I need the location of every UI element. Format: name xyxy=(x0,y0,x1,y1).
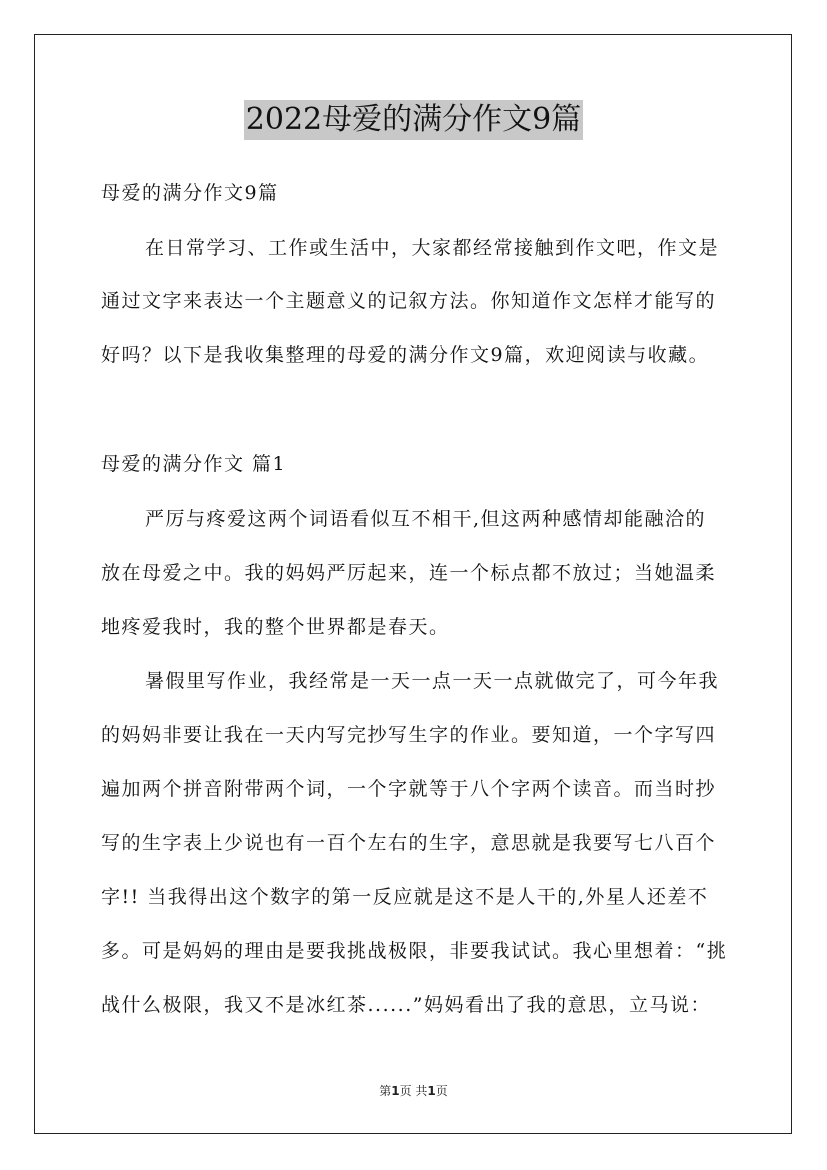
paragraph2-line-3: 遍加两个拼音附带两个词，一个字就等于八个字两个读音。而当时抄 xyxy=(101,778,717,800)
paragraph1-line-3: 地疼爱我时，我的整个世界都是春天。 xyxy=(101,616,450,638)
intro-line-2: 通过文字来表达一个主题意义的记叙方法。你知道作文怎样才能写的 xyxy=(101,290,717,312)
document-subtitle: 母爱的满分作文9篇 xyxy=(101,182,279,204)
paragraph1-line-2: 放在母爱之中。我的妈妈严厉起来，连一个标点都不放过；当她温柔 xyxy=(101,562,717,584)
footer-page-current: 1 xyxy=(391,1084,400,1098)
paragraph2-line-4: 写的生字表上少说也有一百个左右的生字，意思就是我要写七八百个 xyxy=(101,832,717,854)
footer-prefix: 第 xyxy=(379,1084,392,1098)
page-footer xyxy=(0,1082,827,1099)
footer-suffix: 页 xyxy=(435,1084,448,1098)
footer-mid: 页 共 xyxy=(399,1084,428,1098)
section-heading: 母爱的满分作文 篇1 xyxy=(101,453,287,475)
paragraph1-line-1: 严厉与疼爱这两个词语看似互不相干,但这两种感情却能融洽的 xyxy=(145,508,707,530)
paragraph2-line-2: 的妈妈非要让我在一天内写完抄写生字的作业。要知道，一个字写四 xyxy=(101,724,717,746)
paragraph2-line-7: 战什么极限，我又不是冰红茶......”妈妈看出了我的意思，立马说： xyxy=(101,994,711,1016)
document-title: 2022母爱的满分作文9篇 xyxy=(244,100,583,140)
paragraph2-line-5: 字!! 当我得出这个数字的第一反应就是这不是人干的,外星人还差不 xyxy=(101,886,709,908)
footer-page-total: 1 xyxy=(427,1084,436,1098)
intro-line-3: 好吗？以下是我收集整理的母爱的满分作文9篇，欢迎阅读与收藏。 xyxy=(101,344,710,366)
paragraph2-line-1: 暑假里写作业，我经常是一天一点一天一点就做完了，可今年我 xyxy=(145,670,720,692)
paragraph2-line-6: 多。可是妈妈的理由是要我挑战极限，非要我试试。我心里想着：“挑 xyxy=(101,940,728,962)
intro-line-1: 在日常学习、工作或生活中，大家都经常接触到作文吧，作文是 xyxy=(145,237,720,259)
title-container xyxy=(0,100,827,140)
